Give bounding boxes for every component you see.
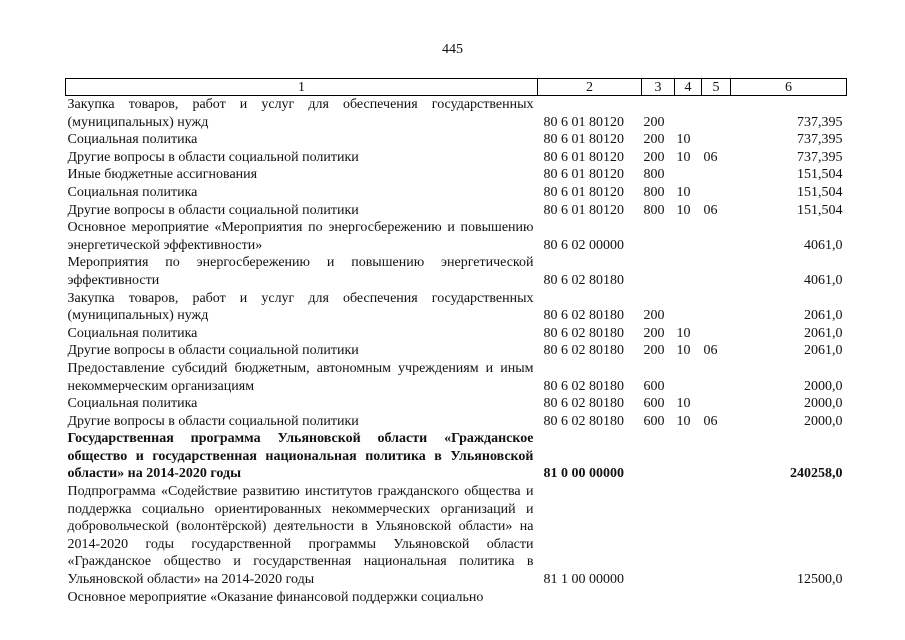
row-description: Подпрограмма «Содействие развитию институтов гражданского общества и поддержка социально ориентированных некоммерческих организаций и добровольческой (волонтёрской) деятельности в Ульяновской области» на 2014-2020 годы государственной программы Ульяновской области «Гражданское общество и государственная национальная политика в Ульяновской области» на 2014-2020 годы (67, 484, 534, 588)
row-amount: 2000,0 (804, 413, 843, 429)
column-header-1: 1 (66, 79, 538, 96)
row-amount: 737,395 (797, 149, 843, 165)
row-target-code: 81 0 00 00000 (543, 466, 624, 482)
row-expense-type (642, 589, 675, 607)
row-description: Социальная политика (67, 132, 198, 148)
row-description: Другие вопросы в области социальной политики (67, 413, 359, 429)
table-row (66, 413, 847, 431)
row-description: Социальная политика (67, 184, 198, 200)
table-row (66, 342, 847, 360)
row-description: Социальная политика (67, 396, 198, 412)
row-subsection (702, 219, 731, 254)
row-subsection (702, 589, 731, 607)
row-section (675, 360, 702, 395)
row-description: Социальная политика (67, 325, 198, 341)
row-expense-type: 200 (643, 149, 665, 165)
table-row (66, 483, 847, 589)
row-amount: 2061,0 (804, 343, 843, 359)
row-section (675, 483, 702, 589)
row-description: Основное мероприятие «Мероприятия по энергосбережению и повышению энергетической эффективности» (67, 220, 534, 253)
row-target-code: 80 6 01 80120 (543, 149, 624, 165)
row-subsection (702, 166, 731, 184)
row-subsection (702, 184, 731, 202)
row-expense-type (642, 219, 675, 254)
row-amount: 12500,0 (797, 572, 843, 588)
row-section (675, 290, 702, 325)
row-target-code: 80 6 02 80180 (543, 396, 624, 412)
row-section (675, 96, 702, 132)
row-description: Мероприятия по энергосбережению и повышению энергетической эффективности (67, 255, 534, 288)
row-subsection (702, 290, 731, 325)
budget-table (65, 78, 847, 606)
row-amount: 737,395 (797, 132, 843, 148)
row-subsection: 06 (703, 202, 718, 218)
table-row (66, 360, 847, 395)
row-section: 10 (676, 184, 691, 200)
column-header-2: 2 (538, 79, 642, 96)
row-expense-type (642, 483, 675, 589)
table-row (66, 96, 847, 132)
row-description: Иные бюджетные ассигнования (67, 167, 258, 183)
row-expense-type (642, 254, 675, 289)
row-description: Закупка товаров, работ и услуг для обеспечения государственных (муниципальных) нужд (67, 97, 534, 130)
row-section (675, 219, 702, 254)
row-section: 10 (676, 202, 691, 218)
row-subsection (702, 325, 731, 343)
row-amount: 2000,0 (804, 396, 843, 412)
table-row (66, 290, 847, 325)
row-subsection (702, 131, 731, 149)
row-description: Другие вопросы в области социальной политики (67, 149, 359, 165)
row-expense-type: 200 (643, 132, 665, 148)
table-header-row (66, 79, 847, 96)
column-header-5: 5 (702, 79, 731, 96)
row-description: Государственная программа Ульяновской области «Гражданское общество и государственная национальная политика в Ульяновской области» на 2014-2020 годы (67, 431, 534, 482)
row-target-code: 80 6 01 80120 (543, 132, 624, 148)
row-amount: 737,395 (797, 114, 843, 130)
row-amount: 4061,0 (804, 272, 843, 288)
row-subsection (702, 96, 731, 132)
row-expense-type (642, 430, 675, 483)
row-subsection: 06 (703, 343, 718, 359)
row-section: 10 (676, 413, 691, 429)
row-amount: 240258,0 (790, 466, 843, 482)
row-expense-type: 800 (643, 184, 665, 200)
row-target-code: 80 6 02 80180 (543, 272, 624, 288)
page-number: 445 (442, 42, 463, 57)
row-section: 10 (676, 132, 691, 148)
table-row (66, 325, 847, 343)
row-target-code: 80 6 01 80120 (543, 114, 624, 130)
row-expense-type: 600 (643, 378, 665, 394)
row-section (675, 430, 702, 483)
row-expense-type: 800 (643, 202, 665, 218)
row-expense-type: 200 (643, 343, 665, 359)
column-header-3: 3 (642, 79, 675, 96)
table-row (66, 589, 847, 607)
row-subsection: 06 (703, 413, 718, 429)
row-target-code: 80 6 01 80120 (543, 202, 624, 218)
row-subsection (702, 360, 731, 395)
row-subsection: 06 (703, 149, 718, 165)
row-target-code (538, 589, 642, 607)
row-section: 10 (676, 343, 691, 359)
table-body (66, 96, 847, 607)
row-amount: 2061,0 (804, 325, 843, 341)
table-row (66, 202, 847, 220)
row-target-code: 80 6 02 00000 (543, 237, 624, 253)
row-amount: 151,504 (797, 184, 843, 200)
row-target-code: 80 6 02 80180 (543, 413, 624, 429)
row-amount: 4061,0 (804, 237, 843, 253)
row-expense-type: 200 (643, 325, 665, 341)
row-target-code: 80 6 02 80180 (543, 378, 624, 394)
row-target-code: 80 6 02 80180 (543, 325, 624, 341)
row-description: Закупка товаров, работ и услуг для обеспечения государственных (муниципальных) нужд (67, 290, 534, 324)
table-row (66, 131, 847, 149)
row-subsection (702, 483, 731, 589)
row-target-code: 80 6 02 80180 (543, 308, 624, 324)
table-row (66, 430, 847, 483)
row-description: Другие вопросы в области социальной политики (67, 202, 359, 218)
row-description: Основное мероприятие «Оказание финансовой поддержки социально (67, 589, 484, 605)
row-subsection (702, 430, 731, 483)
row-expense-type: 200 (643, 308, 665, 324)
row-description: Другие вопросы в области социальной политики (67, 343, 359, 359)
row-description: Предоставление субсидий бюджетным, автономным учреждениям и иным некоммерческим организациям (67, 360, 534, 394)
row-section: 10 (676, 149, 691, 165)
row-section: 10 (676, 396, 691, 412)
row-section: 10 (676, 325, 691, 341)
row-amount: 2000,0 (804, 378, 843, 394)
row-target-code: 80 6 01 80120 (543, 184, 624, 200)
row-subsection (702, 254, 731, 289)
row-section (675, 589, 702, 607)
row-target-code: 80 6 01 80120 (543, 167, 624, 183)
row-expense-type: 600 (643, 396, 665, 412)
row-section (675, 254, 702, 289)
column-header-6: 6 (731, 79, 847, 96)
row-amount (731, 589, 847, 607)
row-expense-type: 600 (643, 413, 665, 429)
row-expense-type: 200 (643, 114, 665, 130)
row-target-code: 81 1 00 00000 (543, 572, 624, 588)
row-target-code: 80 6 02 80180 (543, 343, 624, 359)
table-row (66, 184, 847, 202)
column-header-4: 4 (675, 79, 702, 96)
table-row (66, 166, 847, 184)
row-subsection (702, 395, 731, 413)
table-row (66, 254, 847, 289)
row-amount: 151,504 (797, 202, 843, 218)
table-row (66, 395, 847, 413)
table-row (66, 219, 847, 254)
row-section (675, 166, 702, 184)
row-amount: 2061,0 (804, 308, 843, 324)
row-amount: 151,504 (797, 167, 843, 183)
table-row (66, 149, 847, 167)
row-expense-type: 800 (643, 167, 665, 183)
